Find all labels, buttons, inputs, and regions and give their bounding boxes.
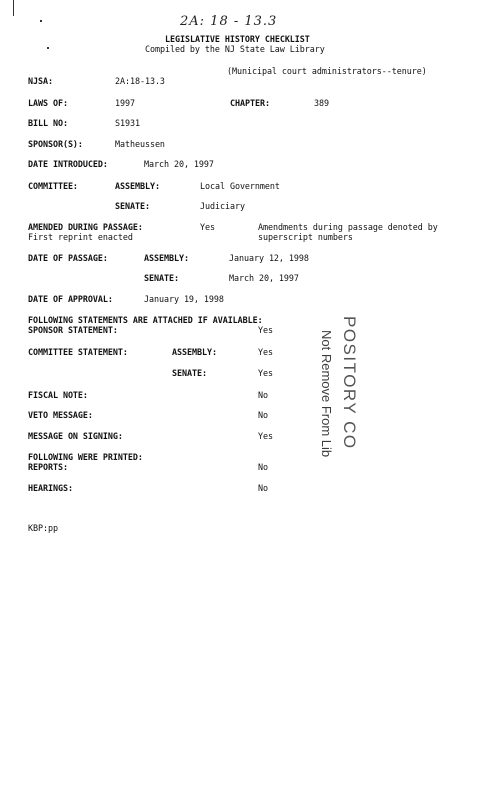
stamp-line-2: Not Remove From Lib [319, 330, 334, 458]
passage-senate-value: March 20, 1997 [229, 273, 299, 283]
hearings-label: HEARINGS: [28, 483, 73, 493]
committee-assembly-label: ASSEMBLY: [115, 181, 160, 191]
committee-statement-assembly-label: ASSEMBLY: [172, 347, 217, 357]
sponsor-statement-value: Yes [258, 325, 273, 335]
njsa-value: 2A:18-13.3 [115, 76, 165, 86]
passage-senate-label: SENATE: [144, 273, 179, 283]
sponsor-statement-label: SPONSOR STATEMENT: [28, 325, 118, 335]
committee-statement-senate-label: SENATE: [172, 368, 207, 378]
reports-value: No [258, 462, 268, 472]
committee-statement-senate-value: Yes [258, 368, 273, 378]
document-subtitle: Compiled by the NJ State Law Library [145, 44, 325, 54]
committee-senate-value: Judiciary [200, 201, 245, 211]
amended-label: AMENDED DURING PASSAGE: [28, 222, 143, 232]
introduced-value: March 20, 1997 [144, 159, 214, 169]
signing-message-label: MESSAGE ON SIGNING: [28, 431, 123, 441]
introduced-label: DATE INTRODUCED: [28, 159, 108, 169]
amended-value: Yes [200, 222, 215, 232]
reports-label: REPORTS: [28, 462, 68, 472]
passage-assembly-value: January 12, 1998 [229, 253, 309, 263]
approval-label: DATE OF APPROVAL: [28, 294, 113, 304]
handwritten-statute-number: 2A: 18 - 13.3 [180, 14, 278, 29]
chapter-value: 389 [314, 98, 329, 108]
fiscal-note-value: No [258, 390, 268, 400]
amended-note-line1: Amendments during passage denoted by [258, 222, 438, 232]
veto-message-value: No [258, 410, 268, 420]
printed-heading: FOLLOWING WERE PRINTED: [28, 452, 143, 462]
typist-initials: KBP:pp [28, 523, 58, 533]
committee-assembly-value: Local Government [200, 181, 280, 191]
amended-note-line2: superscript numbers [258, 232, 353, 242]
statements-heading: FOLLOWING STATEMENTS ARE ATTACHED IF AVAILABLE: [28, 315, 263, 325]
committee-statement-assembly-value: Yes [258, 347, 273, 357]
scan-edge-mark [13, 0, 14, 16]
passage-assembly-label: ASSEMBLY: [144, 253, 189, 263]
passage-label: DATE OF PASSAGE: [28, 253, 108, 263]
approval-value: January 19, 1998 [144, 294, 224, 304]
committee-label: COMMITTEE: [28, 181, 78, 191]
sponsor-label: SPONSOR(S): [28, 139, 83, 149]
njsa-label: NJSA: [28, 76, 53, 86]
depository-stamp [312, 302, 359, 512]
bill-value: S1931 [115, 118, 140, 128]
committee-statement-label: COMMITTEE STATEMENT: [28, 347, 128, 357]
subject-note: (Municipal court administrators--tenure) [227, 66, 427, 76]
committee-senate-label: SENATE: [115, 201, 150, 211]
laws-value: 1997 [115, 98, 135, 108]
signing-message-value: Yes [258, 431, 273, 441]
speck [47, 47, 49, 49]
stamp-line-1: POSITORY CO [340, 316, 359, 450]
bill-label: BILL NO: [28, 118, 68, 128]
sponsor-value: Matheussen [115, 139, 165, 149]
laws-label: LAWS OF: [28, 98, 68, 108]
fiscal-note-label: FISCAL NOTE: [28, 390, 88, 400]
document-title: LEGISLATIVE HISTORY CHECKLIST [165, 34, 310, 44]
veto-message-label: VETO MESSAGE: [28, 410, 93, 420]
chapter-label: CHAPTER: [230, 98, 270, 108]
hearings-value: No [258, 483, 268, 493]
first-reprint-note: First reprint enacted [28, 232, 133, 242]
speck [40, 20, 42, 22]
